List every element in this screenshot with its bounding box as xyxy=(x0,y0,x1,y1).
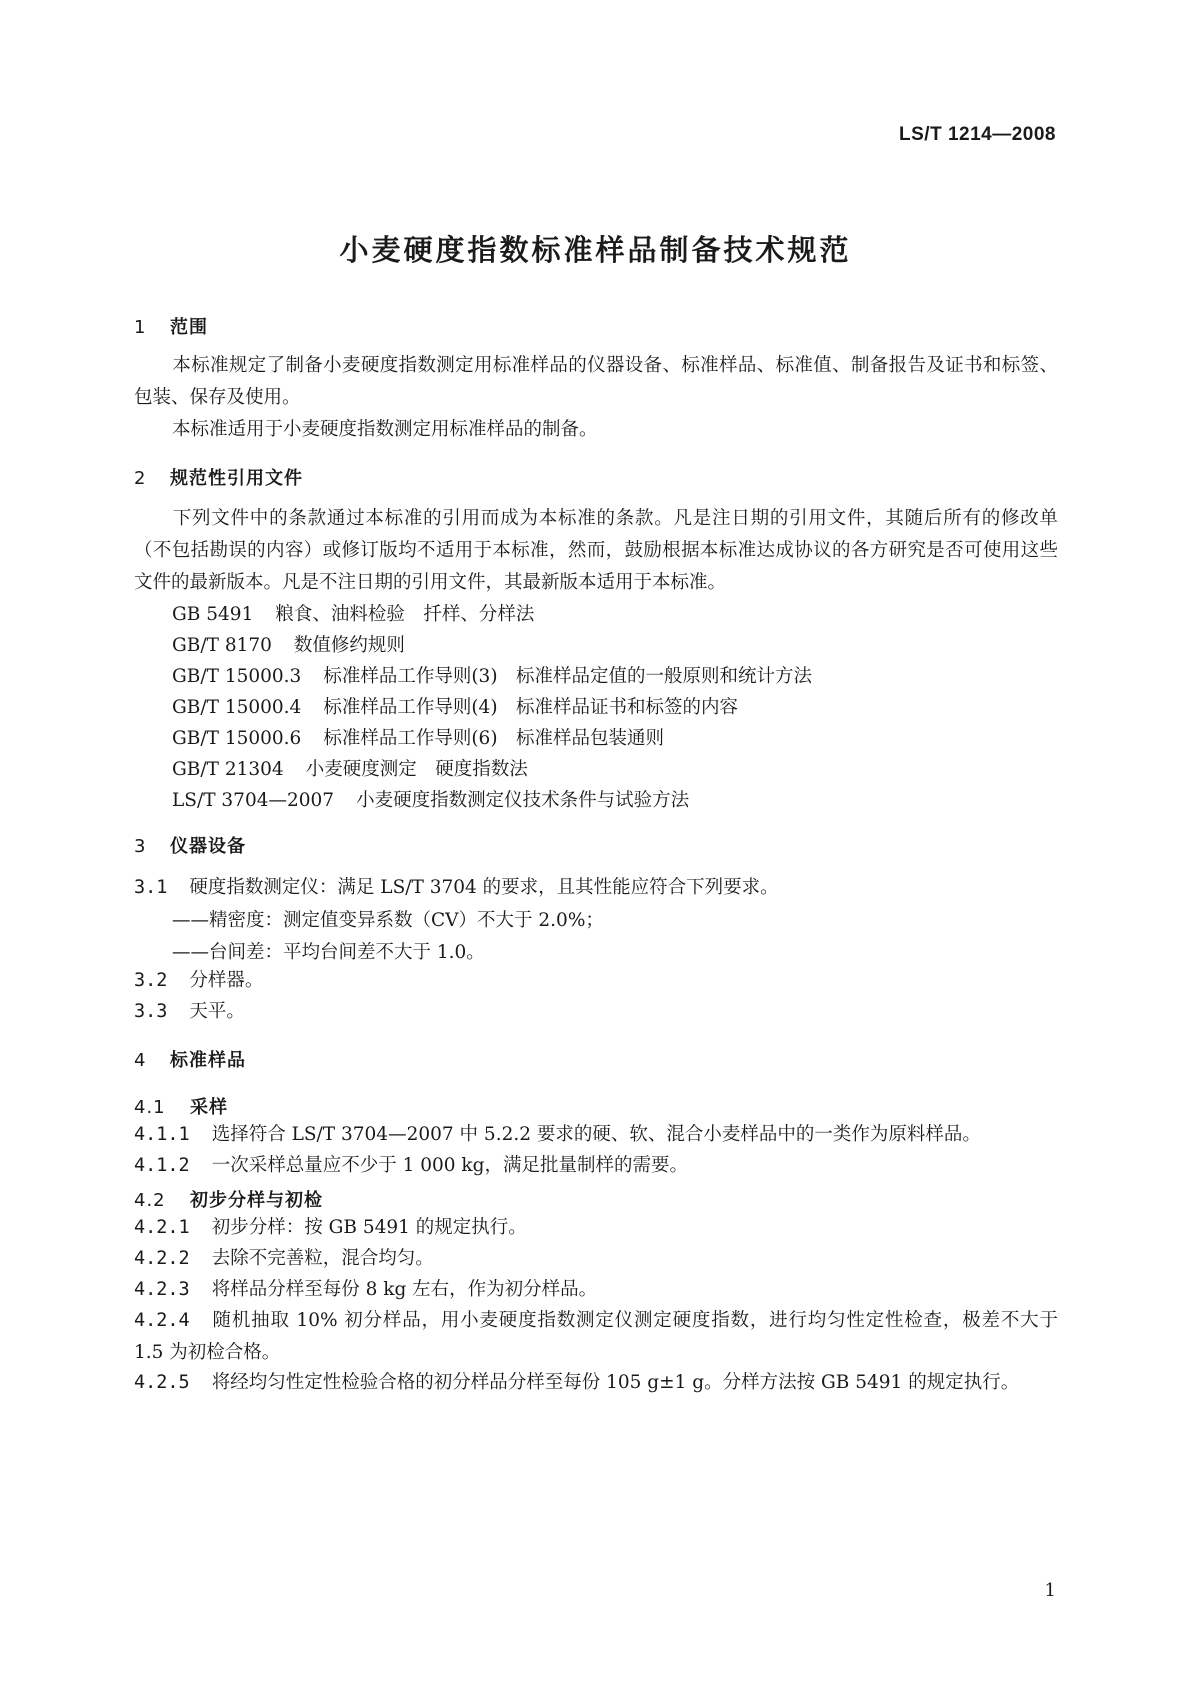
reference-item xyxy=(172,600,556,626)
section-title: 标准样品 xyxy=(170,1050,246,1071)
clause-text: 天平。 xyxy=(189,1001,245,1022)
reference-code: GB 5491 xyxy=(172,604,254,625)
clause-number: 3.2 xyxy=(134,970,168,991)
clause-number: 4.2.2 xyxy=(134,1248,190,1269)
section-title: 仪器设备 xyxy=(170,836,246,857)
clause-text: 将经均匀性定性检验合格的初分样品分样至每份 105 g±1 g。分样方法按 GB 5491 的规定执行。 xyxy=(211,1372,1020,1393)
section-number: 3 xyxy=(134,836,147,857)
clause-text: 一次采样总量应不少于 1 000 kg，满足批量制样的需要。 xyxy=(211,1155,688,1176)
reference-item xyxy=(172,755,550,781)
clause-text: 初步分样：按 GB 5491 的规定执行。 xyxy=(211,1217,527,1238)
section-1-paragraph-1: 本标准规定了制备小麦硬度指数测定用标准样品的仪器设备、标准样品、标准值、制备报告及证书和标签、包装、保存及使用。 xyxy=(134,355,1058,408)
reference-item xyxy=(172,631,427,657)
section-title: 规范性引用文件 xyxy=(170,468,303,489)
subsection-number: 4.1 xyxy=(134,1097,166,1118)
clause-number: 3.1 xyxy=(134,877,168,898)
clause-number: 4.2.1 xyxy=(134,1217,190,1238)
standard-number: LS/T 1214—2008 xyxy=(899,124,1056,145)
clause-3-2 xyxy=(134,965,1058,997)
clause-4-2-3 xyxy=(134,1274,1058,1306)
reference-title: 数值修约规则 xyxy=(293,635,405,656)
clause-text: 将样品分样至每份 8 kg 左右，作为初分样品。 xyxy=(211,1279,598,1300)
clause-number: 3.3 xyxy=(134,1001,168,1022)
reference-code: GB/T 15000.4 xyxy=(172,697,302,718)
section-2-heading xyxy=(134,464,303,490)
clause-4-1-1 xyxy=(134,1119,1058,1151)
clause-3-1 xyxy=(134,872,1058,904)
subsection-4-1-heading xyxy=(134,1093,228,1119)
reference-item xyxy=(172,662,834,688)
requirement-precision: ——精密度：测定值变异系数（CV）不大于 2.0%； xyxy=(172,910,604,931)
clause-4-2-5 xyxy=(134,1367,1058,1399)
reference-code: GB/T 8170 xyxy=(172,635,272,656)
section-number: 4 xyxy=(134,1050,147,1071)
reference-code: GB/T 15000.6 xyxy=(172,728,302,749)
section-1-paragraph-2: 本标准适用于小麦硬度指数测定用标准样品的制备。 xyxy=(172,419,598,440)
clause-number: 4.2.4 xyxy=(134,1310,190,1331)
reference-title: 小麦硬度指数测定仪技术条件与试验方法 xyxy=(356,790,690,811)
clause-text: 选择符合 LS/T 3704—2007 中 5.2.2 要求的硬、软、混合小麦样品中的一类作为原料样品。 xyxy=(211,1124,981,1145)
section-number: 1 xyxy=(134,317,147,338)
clause-4-2-1 xyxy=(134,1212,1058,1244)
reference-item xyxy=(172,786,711,812)
clause-number: 4.2.5 xyxy=(134,1372,190,1393)
reference-code: GB/T 21304 xyxy=(172,759,284,780)
reference-title: 小麦硬度测定 硬度指数法 xyxy=(305,759,528,780)
section-2-paragraph: 下列文件中的条款通过本标准的引用而成为本标准的条款。凡是注日期的引用文件，其随后所有的修改单（不包括勘误的内容）或修订版均不适用于本标准，然而，鼓励根据本标准达成协议的各方研究是否可使用这些文件的最新版本。凡是不注日期的引用文件，其最新版本适用于本标准。 xyxy=(134,508,1058,593)
reference-item xyxy=(172,693,760,719)
clause-number: 4.1.2 xyxy=(134,1155,190,1176)
reference-title: 标准样品工作导则(3) 标准样品定值的一般原则和统计方法 xyxy=(323,666,813,687)
subsection-title: 初步分样与初检 xyxy=(190,1190,323,1211)
clause-text: 硬度指数测定仪：满足 LS/T 3704 的要求，且其性能应符合下列要求。 xyxy=(189,877,779,898)
page-number: 1 xyxy=(1044,1580,1056,1601)
reference-title: 标准样品工作导则(6) 标准样品包装通则 xyxy=(323,728,665,749)
clause-4-1-2 xyxy=(134,1150,1058,1182)
clause-text: 去除不完善粒，混合均匀。 xyxy=(211,1248,434,1269)
clause-4-2-2 xyxy=(134,1243,1058,1275)
clause-4-2-4 xyxy=(134,1305,1058,1369)
section-1-heading xyxy=(134,313,208,339)
requirement-inter-instrument: ——台间差：平均台间差不大于 1.0。 xyxy=(172,942,485,963)
subsection-number: 4.2 xyxy=(134,1190,166,1211)
reference-title: 标准样品工作导则(4) 标准样品证书和标签的内容 xyxy=(323,697,739,718)
clause-text: 随机抽取 10% 初分样品，用小麦硬度指数测定仪测定硬度指数，进行均匀性定性检查，极差不大于 1.5 为初检合格。 xyxy=(134,1310,1058,1363)
subsection-title: 采样 xyxy=(190,1097,228,1118)
reference-code: LS/T 3704—2007 xyxy=(172,790,335,811)
section-4-heading xyxy=(134,1046,246,1072)
clause-number: 4.1.1 xyxy=(134,1124,190,1145)
reference-code: GB/T 15000.3 xyxy=(172,666,302,687)
document-title: 小麦硬度指数标准样品制备技术规范 xyxy=(339,233,852,267)
clause-number: 4.2.3 xyxy=(134,1279,190,1300)
clause-3-3 xyxy=(134,996,1058,1028)
subsection-4-2-heading xyxy=(134,1186,323,1212)
reference-title: 粮食、油料检验 扦样、分样法 xyxy=(275,604,535,625)
section-number: 2 xyxy=(134,468,147,489)
reference-item xyxy=(172,724,686,750)
section-3-heading xyxy=(134,832,246,858)
section-title: 范围 xyxy=(170,317,208,338)
clause-text: 分样器。 xyxy=(189,970,264,991)
